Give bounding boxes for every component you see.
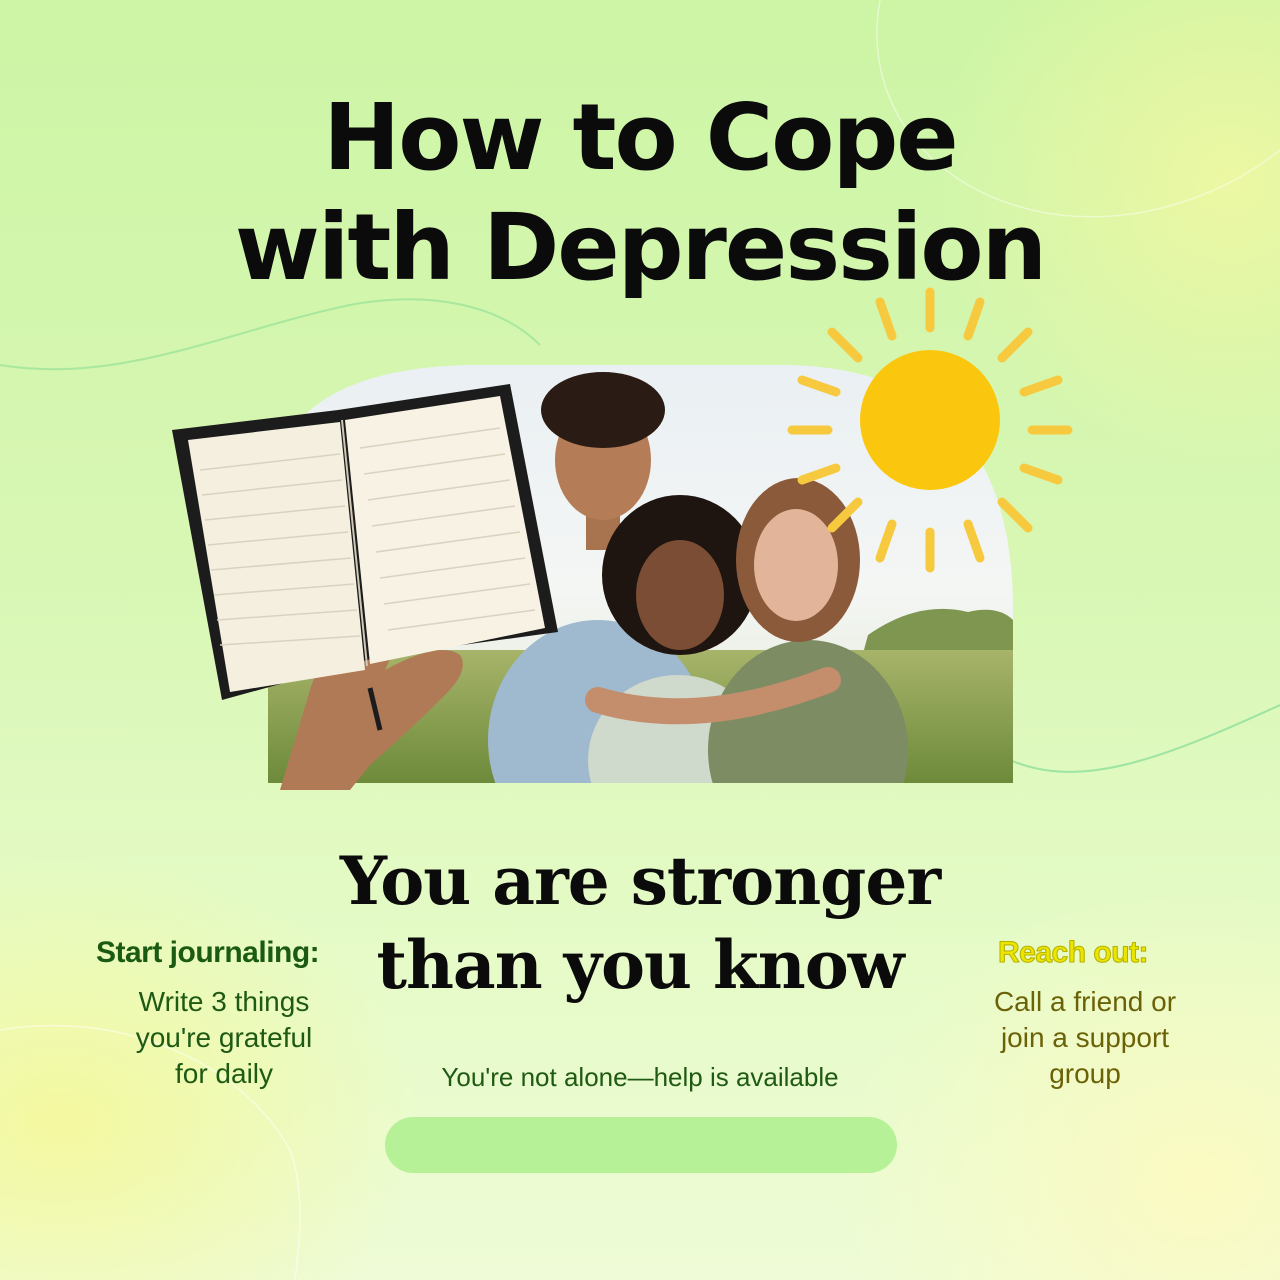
reach-out-line-3: group — [1049, 1058, 1121, 1089]
title-line-1: How to Cope — [323, 84, 957, 191]
journaling-text — [104, 984, 344, 1092]
journaling-line-1: Write 3 things — [138, 986, 310, 1017]
sun-icon — [780, 280, 1080, 580]
reach-out-heading: Reach out: — [998, 936, 1149, 969]
reach-out-line-1: Call a friend or — [993, 986, 1177, 1017]
notebook-icon — [160, 370, 580, 790]
journaling-line-3: for daily — [174, 1058, 274, 1089]
tagline-line-1: You are stronger — [339, 842, 941, 920]
title-line-2: with Depression — [234, 194, 1046, 301]
journaling-line-2: you're grateful — [135, 1022, 313, 1053]
reach-out-line-2: join a support — [1000, 1022, 1170, 1053]
reach-out-text — [975, 984, 1195, 1092]
reassurance-text: You're not alone—help is available — [441, 1062, 839, 1092]
tagline-line-2: than you know — [376, 926, 904, 1004]
journaling-heading: Start journaling: — [96, 936, 320, 969]
call-to-action-pill[interactable] — [385, 1117, 897, 1173]
